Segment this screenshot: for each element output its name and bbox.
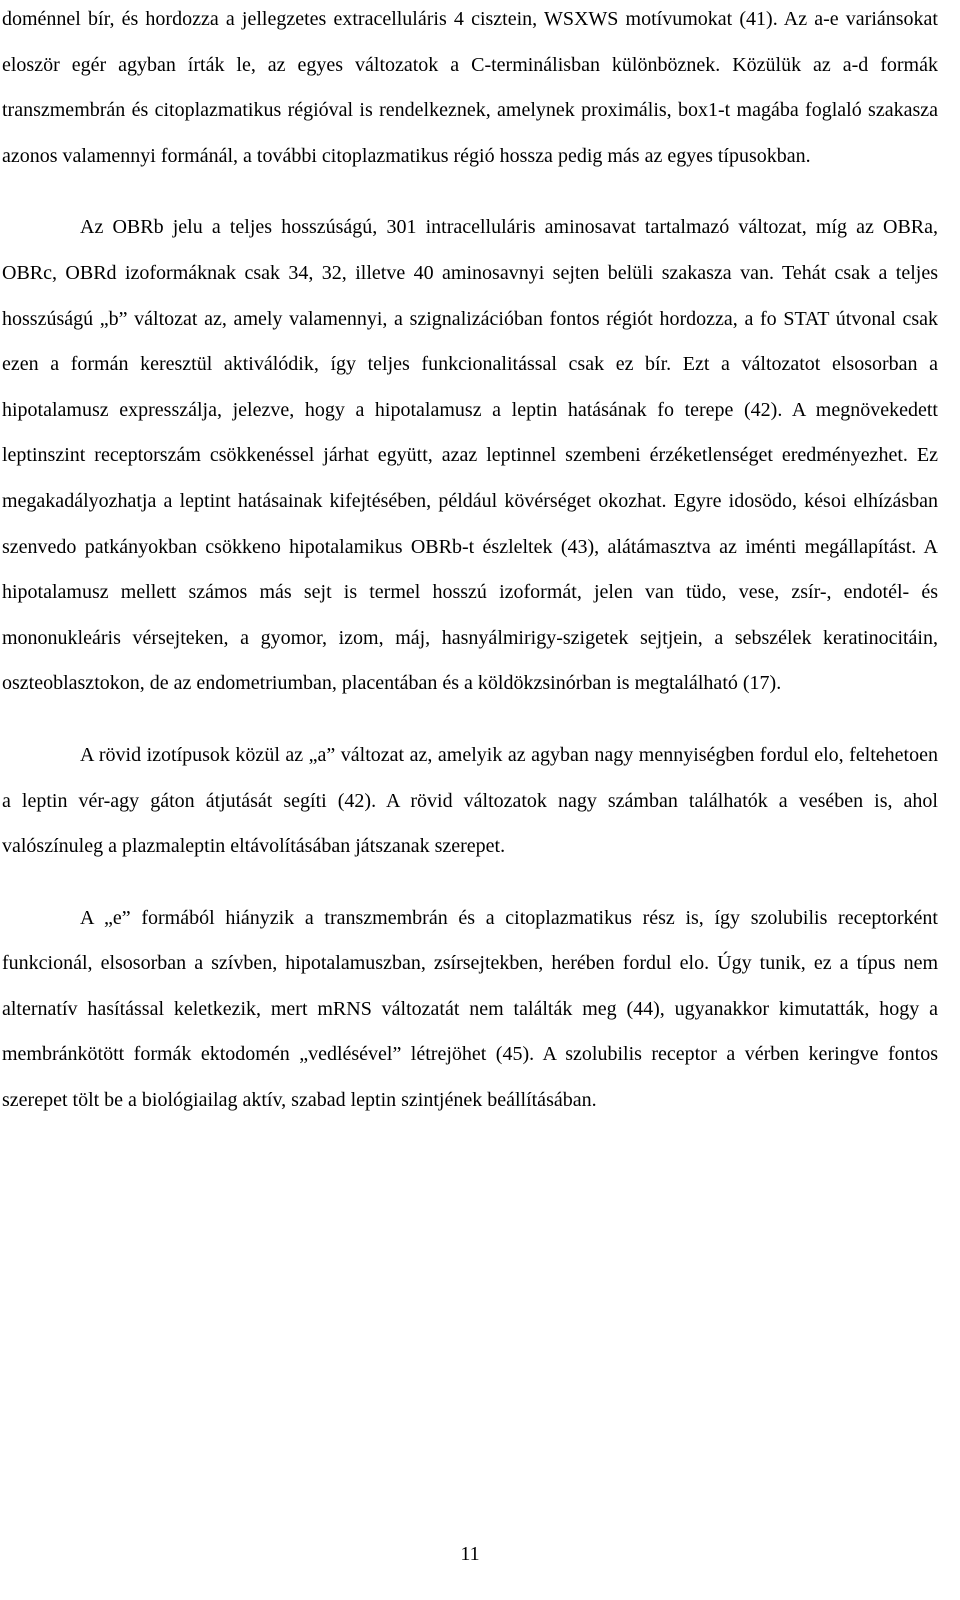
paragraph-2: Az OBRb jelu a teljes hosszúságú, 301 intracelluláris aminosavat tartalmazó változat, míg az OBRa, OBRc, OBRd izoformáknak csak 34, 32, illetve 40 aminosavnyi sejten belüli szakasza van. Tehát csak a teljes hosszúságú „b” változat az, amely valamennyi, a szignalizációban fontos régiót hordozza, a fo STAT útvonal csak ezen a formán keresztül aktiválódik, így teljes funkcionalitással csak ez bír. Ezt a változatot elsosorban a hipotalamusz expresszálja, jelezve, hogy a hipotalamusz a leptin hatásának fo terepe (42). A megnövekedett leptinszint receptorszám csökkenéssel járhat együtt, azaz leptinnel szembeni érzéketlenséget eredményezhet. Ez megakadályozhatja a leptint hatásainak kifejtésében, például kövérséget okozhat. Egyre idosödo, késoi elhízásban szenvedo patkányokban csökkeno hipotalamikus OBRb-t észleltek (43), alátámasztva az iménti megállapítást. A hipotalamusz mellett számos más sejt is termel hosszú izoformát, jelen van tüdo, vese, zsír-, endotél- és mononukleáris vérsejteken, a gyomor, izom, máj, hasnyálmirigy-szigetek sejtjein, a sebszélek keratinocitáin, oszteoblasztokon, de az endometriumban, placentában és a köldökzsinórban is megtalálható (17). bbox=[2, 216, 938, 695]
paragraph-1: doménnel bír, és hordozza a jellegzetes extracelluláris 4 cisztein, WSXWS motívumokat (41). Az a-e variánsokat eloször egér agyban írták le, az egyes változatok a C-terminálisban különböznek. Közülük az a-d formák transzmembrán és citoplazmatikus régióval is rendelkeznek, amelynek proximális, box1-t magába foglaló szakasza azonos valamennyi formánál, a további citoplazmatikus régió hossza pedig más az egyes típusokban. bbox=[2, 8, 938, 167]
paragraph-3: A rövid izotípusok közül az „a” változat az, amelyik az agyban nagy mennyiségben fordul elo, feltehetoen a leptin vér-agy gáton átjutását segíti (42). A rövid változatok nagy számban találhatók a vesében is, ahol valószínuleg a plazmaleptin eltávolításában játszanak szerepet. bbox=[2, 743, 938, 858]
page-number: 11 bbox=[460, 1543, 480, 1565]
body-text bbox=[2, 0, 938, 1124]
paragraph-4: A „e” formából hiányzik a transzmembrán és a citoplazmatikus rész is, így szolubilis receptorként funkcionál, elsosorban a szívben, hipotalamuszban, zsírsejtekben, herében fordul elo. Úgy tunik, ez a típus nem alternatív hasítással keletkezik, mert mRNS változatát nem találták meg (44), ugyanakkor kimutatták, hogy a membránkötött formák ektodomén „vedlésével” létrejöhet (45). A szolubilis receptor a vérben keringve fontos szerepet tölt be a biológiailag aktív, szabad leptin szintjének beállításában. bbox=[2, 906, 938, 1112]
